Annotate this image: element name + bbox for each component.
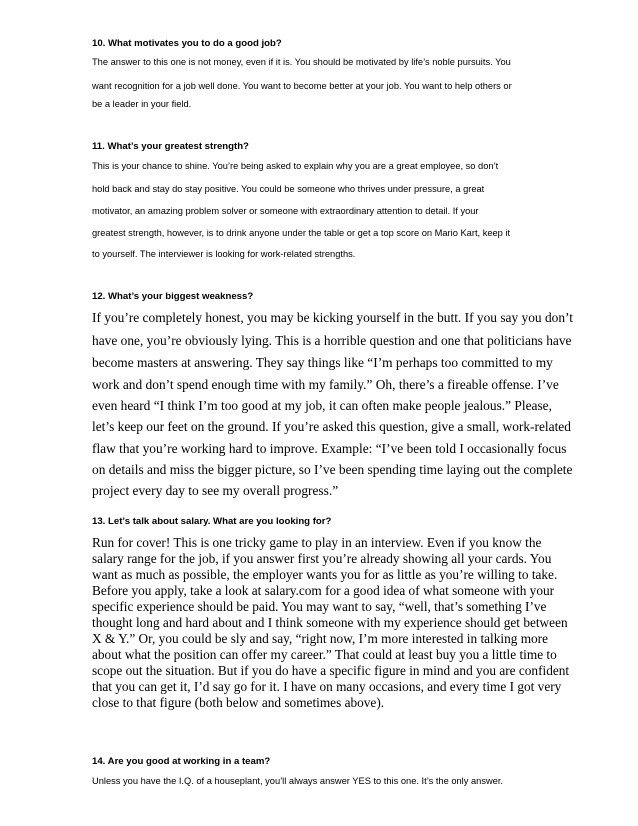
q13-heading: 13. Let’s talk about salary. What are you looking for? <box>92 516 332 527</box>
q13-line-8: about what the position can offer my career.” That could at least buy you a little time to <box>92 647 557 662</box>
q12-line-3: become masters at answering. They say things like “I’m perhaps too committed to my <box>92 355 553 370</box>
q13-line-2: salary range for the job, if you answer first you’re already showing all your cards. You <box>92 551 552 566</box>
q10-line-2: want recognition for a job well done. You want to become better at your job. You want to help others or <box>92 81 512 91</box>
q11-line-4: greatest strength, however, is to drink anyone under the table or get a top score on Mario Kart, keep it <box>92 228 511 238</box>
q13-line-9: scope out the situation. But if you do have a specific figure in mind and you are confident <box>92 663 570 678</box>
q12-line-4: work and don’t spend enough time with my family.” Oh, there’s a fireable offense. I’ve <box>92 377 559 392</box>
q12-line-2: have one, you’re obviously lying. This is a horrible question and one that politicians have <box>92 333 572 348</box>
q13-line-4: Before you apply, take a look at salary.com for a good idea of what someone with your <box>92 583 555 598</box>
q13-line-5: specific experience should be paid. You may want to say, “well, that’s something I’ve <box>92 599 547 614</box>
q12-line-8: on details and miss the bigger picture, so I’ve been spending time laying out the complete <box>92 462 573 477</box>
q13-line-6: thought long and hard about and I think someone with my experience should get between <box>92 615 568 630</box>
q13-line-11: close to that figure (both below and sometimes above). <box>92 695 385 710</box>
q11-line-5: to yourself. The interviewer is looking for work-related strengths. <box>92 249 356 259</box>
q12-line-7: flaw that you’re working hard to improve. Example: “I’ve been told I occasionally focus <box>92 441 567 456</box>
q12-heading: 12. What’s your biggest weakness? <box>92 291 254 302</box>
q11-line-3: motivator, an amazing problem solver or someone with extraordinary attention to detail. If your <box>92 206 479 216</box>
q14-line-1: Unless you have the I.Q. of a houseplant, you’ll always answer YES to this one. It’s the only answer. <box>92 776 504 786</box>
q13-line-7: X & Y.” Or, you could be sly and say, “right now, I’m more interested in talking more <box>92 631 549 646</box>
q13-line-3: want as much as possible, the employer wants you for as little as you’re willing to take. <box>92 567 558 582</box>
q11-heading: 11. What’s your greatest strength? <box>92 141 249 152</box>
q14-heading: 14. Are you good at working in a team? <box>92 756 271 767</box>
q12-line-5: even heard “I think I’m too good at my job, it can often make people jealous.” Please, <box>92 398 552 413</box>
q12-line-1: If you’re completely honest, you may be kicking yourself in the butt. If you say you don’t <box>92 310 573 325</box>
q12-line-9: project every day to see my overall progress.” <box>92 483 339 498</box>
q13-line-1: Run for cover! This is one tricky game to play in an interview. Even if you know the <box>92 535 542 550</box>
q13-line-10: that you can get it, I’d say go for it. I have on many occasions, and every time I got very <box>92 679 562 694</box>
q10-line-3: be a leader in your field. <box>92 99 192 109</box>
q12-line-6: let’s keep our feet on the ground. If you’re asked this question, give a small, work-related <box>92 419 571 434</box>
q11-line-1: This is your chance to shine. You’re being asked to explain why you are a great employee, so don’t <box>92 161 499 171</box>
q10-heading: 10. What motivates you to do a good job? <box>92 38 282 49</box>
q10-line-1: The answer to this one is not money, even if it is. You should be motivated by life’s noble pursuits. You <box>92 57 511 67</box>
q11-line-2: hold back and stay do stay positive. You could be someone who thrives under pressure, a great <box>92 184 485 194</box>
